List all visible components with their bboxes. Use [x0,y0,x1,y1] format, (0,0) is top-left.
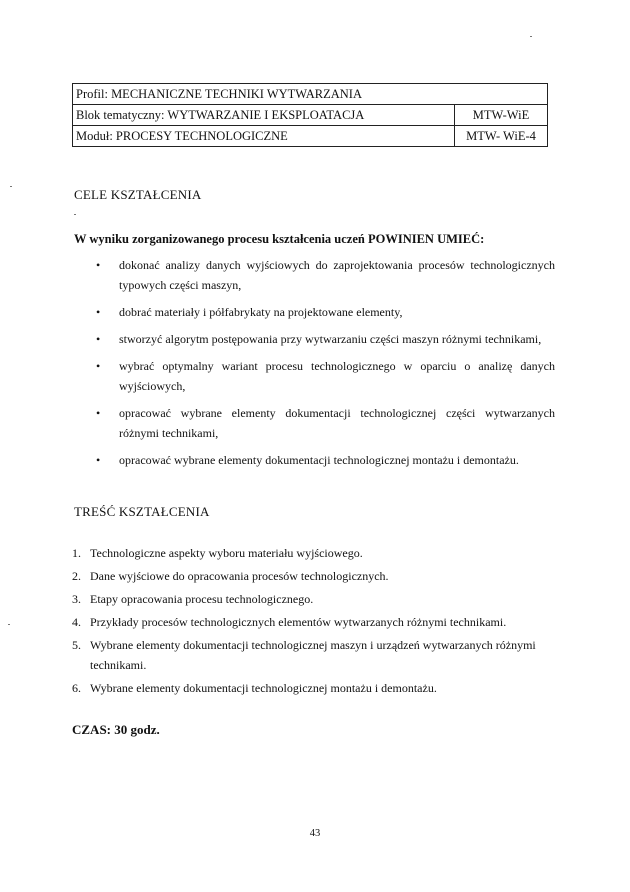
goal-text: wybrać optymalny wariant procesu technologicznego w oparciu o analizę danych wyjściowych, [119,359,555,393]
goal-item [92,450,555,470]
block-row [73,105,548,126]
bullet-icon: • [96,258,101,272]
scan-speck [530,36,532,37]
bullet-icon: • [96,332,101,346]
content-list [72,543,542,701]
goal-text: dokonać analizy danych wyjściowych do zaprojektowania procesów technologicznych typowych części maszyn, [119,258,555,292]
profile-cell: Profil: MECHANICZNE TECHNIKI WYTWARZANIA [73,84,548,105]
bullet-icon: • [96,406,101,420]
scan-speck [10,186,12,187]
content-text: Wybrane elementy dokumentacji technologicznej montażu i demontażu. [90,681,437,695]
item-number: 6. [72,681,81,695]
module-header-table [72,83,548,147]
block-code-cell: MTW-WiE [455,105,548,126]
profile-row [73,84,548,105]
goal-text: opracować wybrane elementy dokumentacji technologicznej montażu i demontażu. [119,453,519,467]
bullet-icon: • [96,453,101,467]
item-number: 4. [72,615,81,629]
goal-item [92,356,555,396]
content-text: Wybrane elementy dokumentacji technologicznej maszyn i urządzeń wytwarzanych różnymi technikami. [90,638,536,672]
content-item [72,566,542,586]
item-number: 3. [72,592,81,606]
bullet-icon: • [96,359,101,373]
goal-item [92,403,555,443]
content-item [72,635,542,675]
goal-text: dobrać materiały i półfabrykaty na projektowane elementy, [119,305,403,319]
goal-item [92,255,555,295]
content-text: Technologiczne aspekty wyboru materiału wyjściowego. [90,546,363,560]
content-item [72,589,542,609]
page-number: 43 [309,828,321,839]
content-text: Przykłady procesów technologicznych elementów wytwarzanych różnymi technikami. [90,615,507,629]
scan-speck [8,624,10,625]
content-item [72,678,542,698]
content-text: Etapy opracowania procesu technologicznego. [90,592,314,606]
goal-item [92,302,555,322]
goals-heading: CELE KSZTAŁCENIA [74,187,202,202]
module-row [73,126,548,147]
scan-speck [74,214,76,215]
bullet-icon: • [96,305,101,319]
goal-text: opracować wybrane elementy dokumentacji technologicznej części wytwarzanych różnymi technikami, [119,406,555,440]
module-cell: Moduł: PROCESY TECHNOLOGICZNE [73,126,455,147]
goal-text: stworzyć algorytm postępowania przy wytwarzaniu części maszyn różnymi technikami, [119,332,542,346]
goals-intro: W wyniku zorganizowanego procesu kształcenia uczeń POWINIEN UMIEĆ: [74,232,485,246]
item-number: 5. [72,638,81,652]
content-heading: TREŚĆ KSZTAŁCENIA [74,504,210,519]
goal-item [92,329,555,349]
duration-label: CZAS: 30 godz. [72,722,160,737]
block-cell: Blok tematyczny: WYTWARZANIE I EKSPLOATACJA [73,105,455,126]
module-code-cell: MTW- WiE-4 [455,126,548,147]
content-item [72,543,542,563]
item-number: 1. [72,546,81,560]
goals-list [92,255,555,477]
content-text: Dane wyjściowe do opracowania procesów technologicznych. [90,569,389,583]
item-number: 2. [72,569,81,583]
content-item [72,612,542,632]
